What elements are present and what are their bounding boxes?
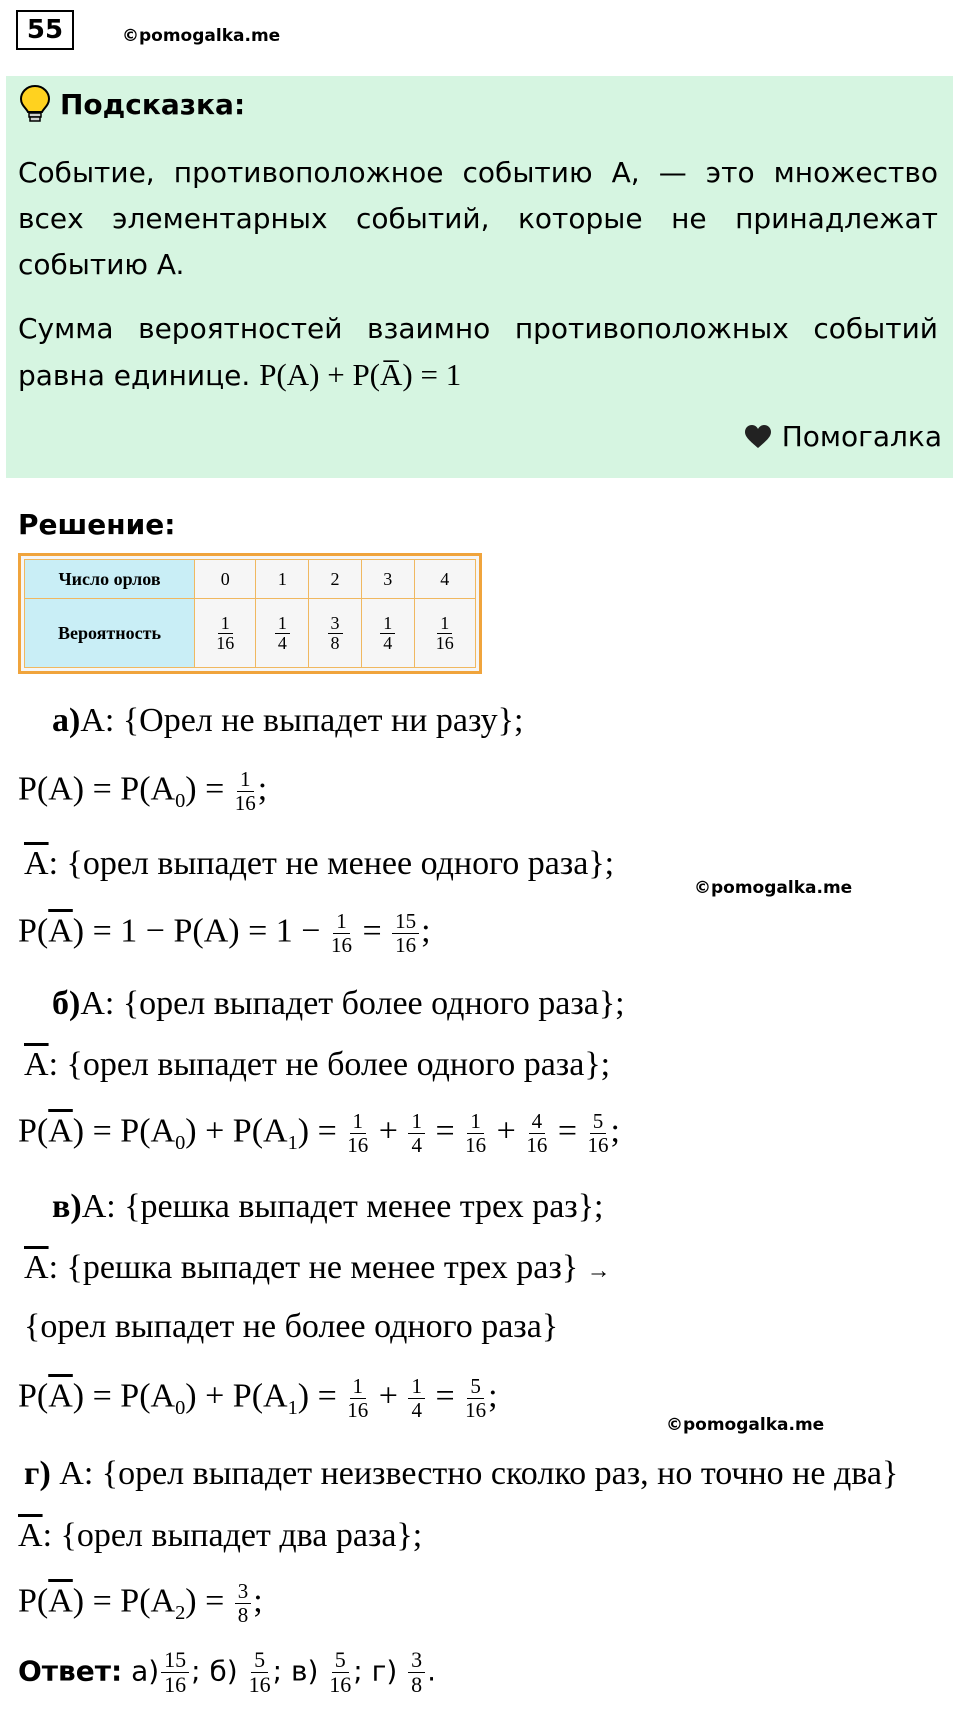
part-d-event: г) A: {орел выпадет неизвестно сколко раз, но точно не два} [24,1455,899,1492]
part-b-formula: $P(\overline{A}) = P(A_0) + P(A_1)$ = $\frac{1}{16}$ + $\frac{1}{4}$ = $\frac{1}{16}$ + $\frac{4}{16}$ = $\frac{5}{16}$ ; [18,1109,620,1158]
table-header-probability: Вероятность [25,599,195,668]
table-cell: 2 [309,560,362,599]
hint-paragraph-2 [18,306,938,399]
part-a-complement: $\overline{A}$: {орел выпадет не менее одного раза}; [24,845,615,882]
part-c-event: в)A: {решка выпадет менее трех раз}; [52,1188,604,1225]
watermark: ©pomogalka.me [666,1415,825,1435]
part-a-event: а)A: {Орел не выпадет ни разу}; [52,702,524,739]
table-cell: 3 [361,560,414,599]
hint-formula: P(A) + P(A̅) = 1 [259,357,462,392]
table-cell: 1 [256,560,309,599]
part-a-formula-1: $P(A) = P(A_0)$ = $\frac{1}{16}$ ; [18,767,268,816]
watermark: ©pomogalka.me [694,878,853,898]
part-d-complement: $\overline{A}$: {орел выпадет два раза}; [18,1517,423,1554]
table-header-heads: Число орлов [25,560,195,599]
brand [744,420,942,453]
part-d-formula: $P(\overline{A}) = P(A_2)$ = $\frac{3}{8}$ ; [18,1579,263,1628]
table-cell: 4 [414,560,475,599]
lightbulb-icon [18,84,52,124]
part-b-event: б)A: {орел выпадет более одного раза}; [52,985,625,1022]
watermark: ©pomogalka.me [122,26,281,46]
part-c-complement: $\overline{A}$: {решка выпадет не менее трех раз} → [24,1249,611,1286]
hint-paragraph-2-text: Сумма вероятностей взаимно противоположных событий равна единице. [18,312,938,392]
part-c-continuation: {орел выпадет не более одного раза} [24,1308,559,1345]
answer: Ответ: а) $\frac{15}{16}$ ; б) $\frac{5}{16}$ ; в) $\frac{5}{16}$ ; г) $\frac{3}{8}$ . [18,1647,437,1698]
part-c-formula: $P(\overline{A}) = P(A_0) + P(A_1)$ = $\frac{1}{16}$ + $\frac{1}{4}$ = $\frac{5}{16}$ ; [18,1374,498,1423]
table-cell: $\frac{1}{4}$ [361,599,414,668]
heart-icon [744,424,772,450]
exercise-number: 55 [16,10,74,50]
table-cell: $\frac{1}{4}$ [256,599,309,668]
table-cell: $\frac{3}{8}$ [309,599,362,668]
probability-table [18,553,482,674]
table-cell: $\frac{1}{16}$ [414,599,475,668]
table-cell: 0 [195,560,256,599]
hint-title: Подсказка: [60,88,246,121]
solution-title: Решение: [18,508,176,541]
table-cell: $\frac{1}{16}$ [195,599,256,668]
part-a-formula-2: $P(\overline{A}) = 1 - P(A) = 1$ − $\frac{1}{16}$ = $\frac{15}{16}$ ; [18,909,431,958]
part-b-complement: $\overline{A}$: {орел выпадет не более одного раза}; [24,1046,611,1083]
brand-name: Помогалка [781,420,942,453]
hint-paragraph-1: Событие, противоположное событию A, — это множество всех элементарных событий, которые не принадлежат событию A. [18,156,938,281]
